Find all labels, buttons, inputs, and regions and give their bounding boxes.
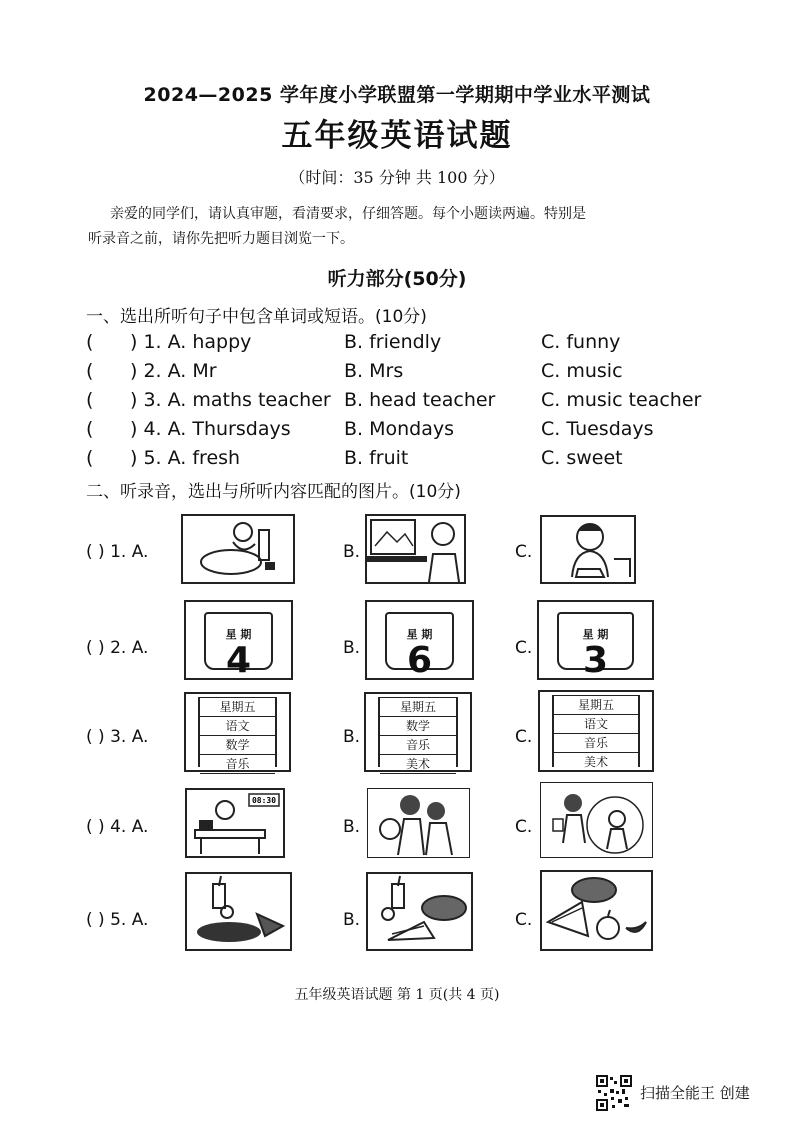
option-c: C. sweet — [541, 447, 623, 469]
option-a: ) 3. A. maths teacher — [130, 389, 331, 411]
picture-boy-at-desk — [185, 788, 285, 858]
label-c: C. — [515, 542, 533, 562]
exam-time: （时间：35 分钟 共 100 分） — [289, 168, 505, 187]
calendar-label: 星 期 — [225, 628, 252, 641]
option-c: C. music teacher — [541, 389, 702, 411]
item-number[interactable]: ( ) 4. A. — [86, 817, 149, 837]
intro-line-2: 听录音之前，请你先把听力题目浏览一下。 — [88, 231, 354, 247]
part1-item-4 — [0, 418, 794, 446]
answer-paren[interactable]: ( — [86, 331, 94, 353]
timetable-cell: 星期五 — [200, 697, 275, 717]
option-c: C. funny — [541, 331, 621, 353]
timetable-c — [538, 690, 654, 772]
picture-boy-reading — [540, 515, 636, 584]
option-b: B. Mondays — [344, 418, 455, 440]
calendar-digit: 6 — [406, 640, 433, 681]
option-b: B. friendly — [344, 331, 442, 353]
timetable-cell: 星期五 — [380, 697, 456, 717]
calendar-a — [184, 600, 293, 680]
answer-paren[interactable]: ( — [86, 360, 94, 382]
scanner-watermark: 扫描全能王 创建 — [640, 1084, 750, 1102]
timetable-cell: 语文 — [554, 715, 638, 734]
timetable-cell: 音乐 — [554, 734, 638, 753]
picture-teacher-and-student — [540, 782, 653, 858]
section-title: 听力部分(50分) — [327, 268, 467, 290]
item-number[interactable]: ( ) 3. A. — [86, 727, 149, 747]
timetable-cell: 数学 — [380, 717, 456, 736]
item-number[interactable]: ( ) 5. A. — [86, 910, 149, 930]
label-b: B. — [343, 910, 361, 930]
calendar-digit: 4 — [225, 640, 252, 681]
answer-paren[interactable]: ( — [86, 389, 94, 411]
part1-item-2 — [0, 360, 794, 388]
timetable-cell: 美术 — [554, 753, 638, 772]
answer-paren[interactable]: ( — [86, 418, 94, 440]
calendar-digit: 3 — [582, 640, 609, 681]
option-b: B. head teacher — [344, 389, 496, 411]
timetable-cell: 数学 — [200, 736, 275, 755]
timetable-cell: 音乐 — [380, 736, 456, 755]
part1-heading: 一、选出所听句子中包含单词或短语。(10分) — [86, 307, 427, 327]
calendar-b — [365, 600, 474, 680]
calendar-c — [537, 600, 654, 680]
part2-heading: 二、听录音，选出与所听内容匹配的图片。(10分) — [86, 482, 461, 502]
option-a: ) 1. A. happy — [130, 331, 252, 353]
part1-item-3 — [0, 389, 794, 417]
part1-item-5 — [0, 447, 794, 475]
option-a: ) 2. A. Mr — [130, 360, 217, 382]
page-footer: 五年级英语试题 第 1 页(共 4 页) — [294, 987, 500, 1003]
label-c: C. — [515, 910, 533, 930]
label-b: B. — [343, 638, 361, 658]
exam-title: 五年级英语试题 — [281, 118, 513, 154]
item-number[interactable]: ( ) 2. A. — [86, 638, 149, 658]
timetable-cell: 音乐 — [200, 755, 275, 774]
picture-drink-and-salad — [366, 872, 473, 951]
timetable-cell: 星期五 — [554, 695, 638, 715]
picture-family — [367, 788, 470, 858]
timetable-a — [184, 692, 291, 772]
picture-watching-tv — [365, 514, 466, 584]
label-c: C. — [515, 638, 533, 658]
picture-drink-and-bread — [185, 872, 292, 951]
clock-text: 08:30 — [251, 796, 277, 805]
timetable-cell: 美术 — [380, 755, 456, 774]
option-b: B. fruit — [344, 447, 409, 469]
exam-header: 2024—2025 学年度小学联盟第一学期期中学业水平测试 — [143, 84, 651, 106]
intro-line-1: 亲爱的同学们，请认真审题，看清要求，仔细答题。每个小题读两遍。特别是 — [110, 206, 586, 222]
label-c: C. — [515, 817, 533, 837]
option-c: C. Tuesdays — [541, 418, 654, 440]
calendar-label: 星 期 — [406, 628, 433, 641]
qr-code-icon — [596, 1075, 632, 1111]
option-a: ) 5. A. fresh — [130, 447, 241, 469]
option-c: C. music — [541, 360, 623, 382]
label-b: B. — [343, 727, 361, 747]
option-a: ) 4. A. Thursdays — [130, 418, 291, 440]
item-number[interactable]: ( ) 1. A. — [86, 542, 149, 562]
option-b: B. Mrs — [344, 360, 404, 382]
answer-paren[interactable]: ( — [86, 447, 94, 469]
timetable-cell: 语文 — [200, 717, 275, 736]
label-c: C. — [515, 727, 533, 747]
label-b: B. — [343, 817, 361, 837]
picture-washing-clothes — [181, 514, 295, 584]
picture-salad-and-fruit — [540, 870, 653, 951]
timetable-b — [364, 692, 472, 772]
label-b: B. — [343, 542, 361, 562]
part1-item-1 — [0, 331, 794, 359]
calendar-label: 星 期 — [582, 628, 609, 641]
